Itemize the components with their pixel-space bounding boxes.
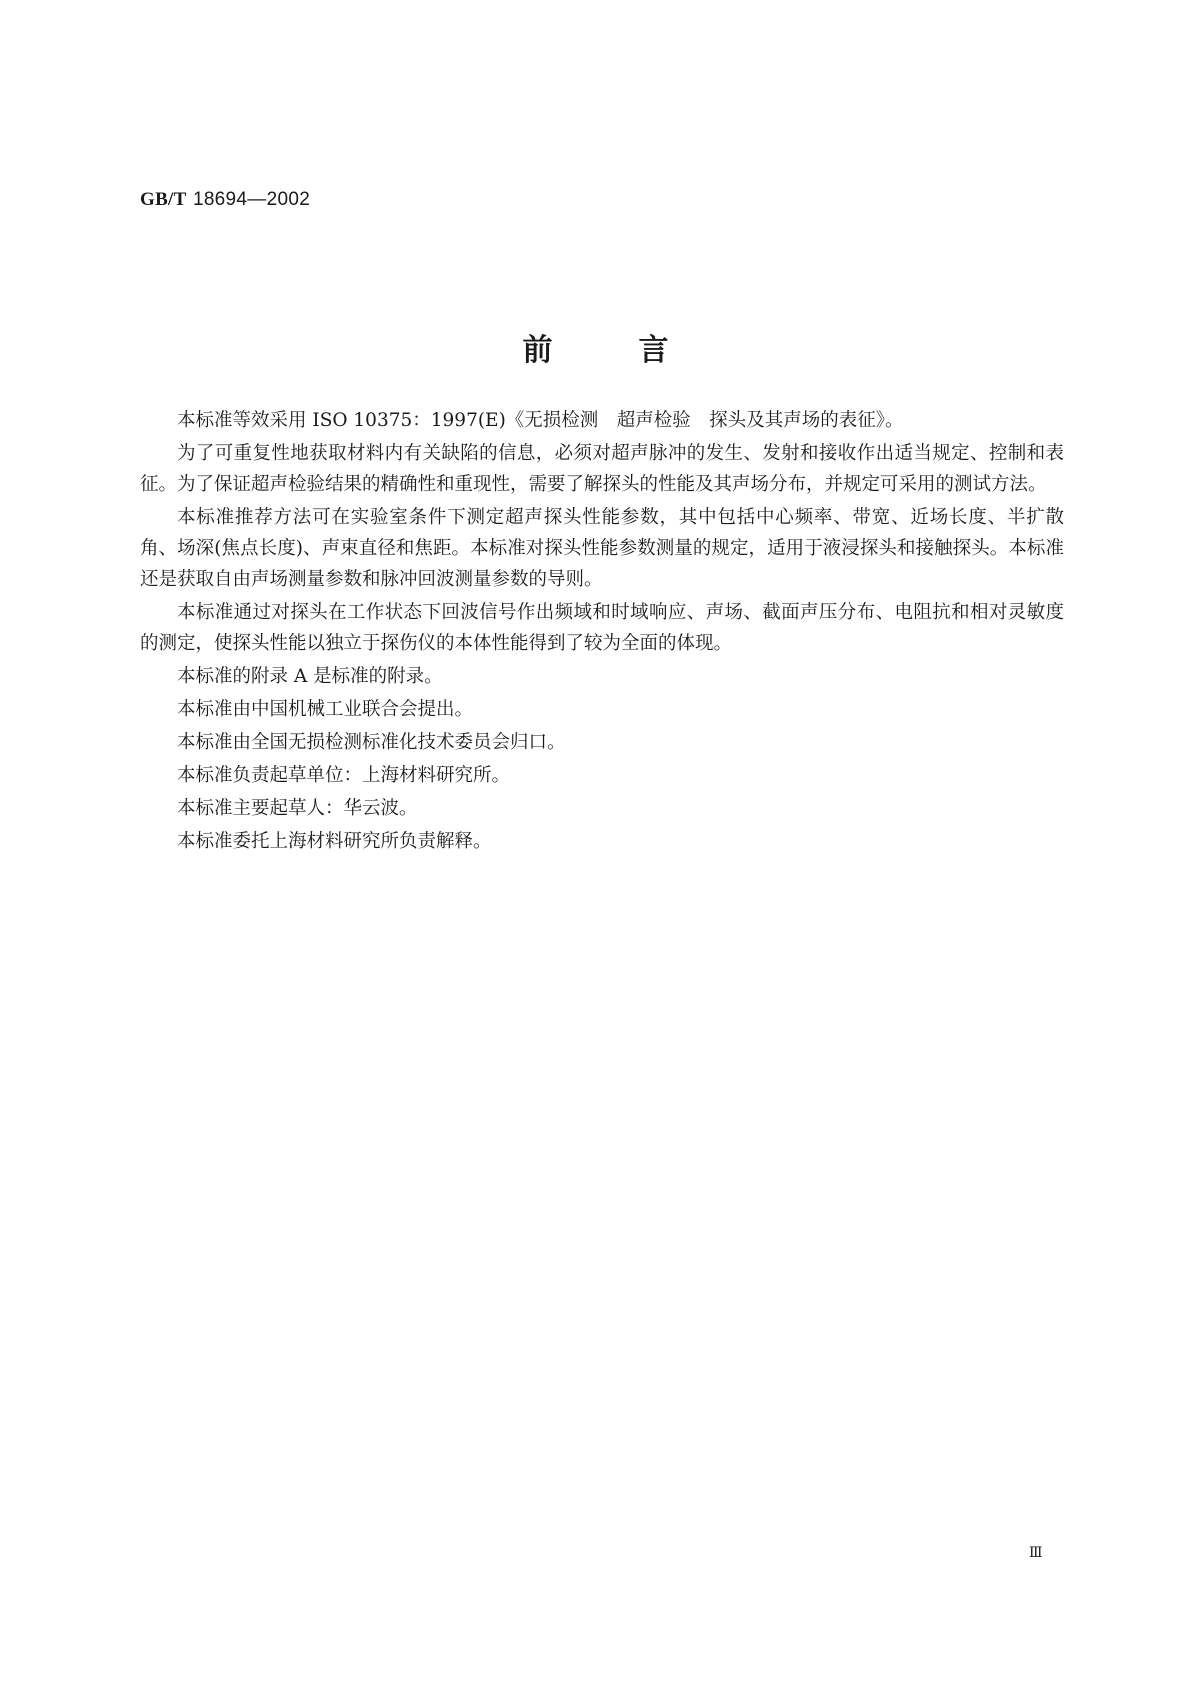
paragraph: 本标准等效采用 ISO 10375：1997(E)《无损检测 超声检验 探头及其声场的表征》。	[177, 410, 904, 431]
paragraph: 本标准推荐方法可在实验室条件下测定超声探头性能参数，其中包括中心频率、带宽、近场长度、半扩散角、场深(焦点长度)、声束直径和焦距。本标准对探头性能参数测量的规定，适用于液浸探头和接触探头。本标准还是获取自由声场测量参数和脉冲回波测量参数的导则。	[140, 507, 1064, 590]
page-title: 前言	[522, 333, 755, 368]
paragraph: 本标准负责起草单位：上海材料研究所。	[177, 765, 511, 786]
paragraph: 本标准通过对探头在工作状态下回波信号作出频域和时域响应、声场、截面声压分布、电阻抗和相对灵敏度的测定，使探头性能以独立于探伤仪的本体性能得到了较为全面的体现。	[140, 602, 1064, 654]
foreword-body	[140, 405, 1064, 859]
paragraph: 本标准由中国机械工业联合会提出。	[177, 699, 474, 720]
paragraph: 本标准委托上海材料研究所负责解释。	[177, 831, 492, 852]
standard-code-number: 18694—2002	[192, 189, 311, 210]
standard-code	[140, 188, 310, 211]
paragraph: 本标准由全国无损检测标准化技术委员会归口。	[177, 732, 566, 753]
standard-code-prefix: GB/T	[140, 189, 187, 210]
paragraph: 为了可重复性地获取材料内有关缺陷的信息，必须对超声脉冲的发生、发射和接收作出适当规定、控制和表征。为了保证超声检验结果的精确性和重现性，需要了解探头的性能及其声场分布，并规定可采用的测试方法。	[140, 443, 1064, 495]
paragraph: 本标准的附录 A 是标准的附录。	[177, 666, 443, 687]
paragraph: 本标准主要起草人：华云波。	[177, 798, 418, 819]
page-number: Ⅲ	[1029, 1545, 1043, 1561]
